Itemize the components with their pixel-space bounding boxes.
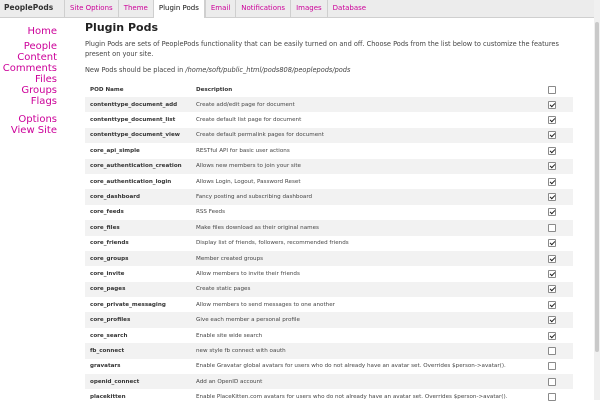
- table-row: [85, 343, 573, 358]
- sidebar: [3, 26, 57, 136]
- pod-enabled-checkbox[interactable]: [548, 301, 556, 309]
- sidebar-spacer: [3, 107, 57, 114]
- pod-name: placekitten: [90, 394, 126, 401]
- pod-description: Allow members to invite their friends: [196, 270, 300, 277]
- pod-toggle-cell: [531, 297, 573, 312]
- sidebar-group-options: [3, 114, 57, 136]
- table-row: [85, 143, 573, 158]
- pod-enabled-checkbox[interactable]: [548, 378, 556, 386]
- pod-name: core_friends: [90, 240, 129, 247]
- pod-enabled-checkbox[interactable]: [548, 316, 556, 324]
- tab-images[interactable]: Images: [290, 0, 327, 17]
- pod-enabled-checkbox[interactable]: [548, 178, 556, 186]
- pod-toggle-cell: [531, 374, 573, 389]
- pod-toggle-cell: [531, 97, 573, 112]
- pod-name: core_api_simple: [90, 147, 140, 154]
- pod-toggle-cell: [531, 343, 573, 358]
- pod-enabled-checkbox[interactable]: [548, 332, 556, 340]
- page-description: Plugin Pods are sets of PeoplePods functionality that can be easily turned on and off. Choose Pods from the list below to customize the features present on your site.: [85, 40, 559, 58]
- pod-name: gravatars: [90, 363, 121, 370]
- pod-name: core_feeds: [90, 209, 124, 216]
- tab-theme[interactable]: Theme: [118, 0, 153, 17]
- pod-name: core_private_messaging: [90, 301, 166, 308]
- pod-enabled-checkbox[interactable]: [548, 255, 556, 263]
- pod-enabled-checkbox[interactable]: [548, 347, 556, 355]
- main-content: [85, 21, 575, 405]
- pod-name: core_authentication_login: [90, 178, 172, 185]
- sidebar-item-groups[interactable]: Groups: [21, 85, 57, 96]
- pod-enabled-checkbox[interactable]: [548, 224, 556, 232]
- tab-plugin-pods[interactable]: Plugin Pods: [153, 0, 205, 18]
- tab-database[interactable]: Database: [327, 0, 371, 17]
- pods-path: /home/soft/public_html/pods808/peoplepods/pods: [185, 66, 351, 74]
- pod-toggle-cell: [531, 251, 573, 266]
- pod-description: Display list of friends, followers, recommended friends: [196, 240, 349, 247]
- pod-name: core_dashboard: [85, 189, 191, 204]
- pod-enabled-checkbox[interactable]: [548, 116, 556, 124]
- pod-toggle-cell: [531, 328, 573, 343]
- tab-bar: [64, 0, 371, 17]
- pod-name: core_groups: [85, 251, 191, 266]
- sidebar-group-content: [3, 41, 57, 107]
- pod-description: Member created groups: [191, 251, 531, 266]
- pod-name: core_files: [85, 220, 191, 235]
- table-row: [85, 374, 573, 389]
- sidebar-item-people[interactable]: People: [23, 41, 57, 52]
- table-row: [85, 312, 573, 327]
- pod-toggle-cell: [531, 266, 573, 281]
- table-row: [85, 251, 573, 266]
- table-row: [85, 359, 573, 374]
- pod-toggle-cell: [531, 143, 573, 158]
- pod-toggle-cell: [531, 112, 573, 127]
- table-row: [85, 189, 573, 204]
- pod-description: Allow members to send messages to one another: [196, 301, 335, 308]
- pod-enabled-checkbox[interactable]: [548, 362, 556, 370]
- pod-toggle-cell: [531, 189, 573, 204]
- plugin-pods-table: [85, 83, 573, 405]
- pod-description: Enable site wide search: [196, 332, 263, 339]
- pod-description: Create add/edit page for document: [191, 97, 531, 112]
- table-row: [85, 174, 573, 189]
- vertical-scrollbar[interactable]: [594, 0, 600, 400]
- pods-path-prefix: New Pods should be placed in: [85, 66, 184, 74]
- column-header-description: Description: [196, 87, 233, 93]
- sidebar-item-options[interactable]: Options: [18, 114, 57, 125]
- table-row: [85, 97, 573, 112]
- pod-name: core_search: [90, 332, 128, 339]
- pod-enabled-checkbox[interactable]: [548, 162, 556, 170]
- pod-name: core_pages: [85, 282, 191, 297]
- top-nav-bar: [0, 0, 600, 18]
- column-header-toggle-all: [531, 83, 573, 97]
- sidebar-item-comments[interactable]: Comments: [2, 63, 57, 74]
- pod-name: contenttype_document_view: [85, 128, 191, 143]
- table-row: [85, 112, 573, 127]
- table-row: [85, 389, 573, 404]
- pod-toggle-cell: [531, 174, 573, 189]
- pod-enabled-checkbox[interactable]: [548, 239, 556, 247]
- pod-description: Enable Gravatar global avatars for users who do not already have an avatar set. Overrides $person->avatar().: [196, 363, 506, 370]
- pod-description: Allows new members to join your site: [191, 159, 531, 174]
- pod-toggle-cell: [531, 359, 573, 374]
- table-row: [85, 328, 573, 343]
- pod-name: core_profiles: [85, 312, 191, 327]
- brand-logo-text[interactable]: PeoplePods: [4, 3, 54, 12]
- pod-toggle-cell: [531, 128, 573, 143]
- pod-name: core_authentication_creation: [85, 159, 191, 174]
- table-row: [85, 297, 573, 312]
- scrollbar-thumb[interactable]: [595, 22, 599, 352]
- pod-enabled-checkbox[interactable]: [548, 285, 556, 293]
- page-title: Plugin Pods: [85, 21, 159, 34]
- pod-name: core_invite: [90, 270, 125, 277]
- pod-enabled-checkbox[interactable]: [548, 131, 556, 139]
- pod-name: fb_connect: [85, 343, 191, 358]
- table-row: [85, 159, 573, 174]
- pod-description: Create default permalink pages for document: [191, 128, 531, 143]
- pod-toggle-cell: [531, 389, 573, 404]
- tab-site-options[interactable]: Site Options: [64, 0, 118, 17]
- pod-toggle-cell: [531, 312, 573, 327]
- pod-description: Enable PlaceKitten.com avatars for users who do not already have an avatar set. Overrides $person->avatar().: [196, 394, 508, 401]
- pod-toggle-cell: [531, 282, 573, 297]
- pod-description: Allows Login, Logout, Password Reset: [196, 178, 301, 185]
- pod-description: RSS Feeds: [196, 209, 226, 216]
- pod-enabled-checkbox[interactable]: [548, 101, 556, 109]
- pod-description: Create default list page for document: [196, 117, 302, 124]
- pod-description: new style fb connect with oauth: [191, 343, 531, 358]
- pod-toggle-cell: [531, 220, 573, 235]
- pod-description: Create static pages: [191, 282, 531, 297]
- pod-name: openid_connect: [85, 374, 191, 389]
- sidebar-item-view-site[interactable]: View Site: [10, 125, 57, 136]
- pod-description: Add an OpenID account: [191, 374, 531, 389]
- table-row: [85, 128, 573, 143]
- tab-notifications[interactable]: Notifications: [235, 0, 290, 17]
- sidebar-item-files[interactable]: Files: [35, 74, 57, 85]
- sidebar-item-flags[interactable]: Flags: [30, 96, 57, 107]
- pod-toggle-cell: [531, 205, 573, 220]
- pod-description: Give each member a personal profile: [191, 312, 531, 327]
- pod-description: Make files download as their original names: [191, 220, 531, 235]
- pod-enabled-checkbox[interactable]: [548, 147, 556, 155]
- pods-path-note: [85, 66, 575, 74]
- table-body: [85, 97, 573, 405]
- pod-name: contenttype_document_add: [85, 97, 191, 112]
- sidebar-item-home[interactable]: Home: [27, 26, 57, 37]
- table-row: [85, 220, 573, 235]
- pod-enabled-checkbox[interactable]: [548, 193, 556, 201]
- pod-enabled-checkbox[interactable]: [548, 208, 556, 216]
- pod-name: contenttype_document_list: [90, 117, 176, 124]
- pod-description: Fancy posting and subscribing dashboard: [191, 189, 531, 204]
- pod-description: RESTful API for basic user actions: [196, 147, 290, 154]
- select-all-checkbox[interactable]: [548, 86, 556, 94]
- pod-toggle-cell: [531, 236, 573, 251]
- column-header-pod-name: POD Name: [90, 87, 124, 93]
- table-row: [85, 205, 573, 220]
- pod-toggle-cell: [531, 159, 573, 174]
- table-row: [85, 282, 573, 297]
- table-row: [85, 236, 573, 251]
- table-row: [85, 266, 573, 281]
- pod-enabled-checkbox[interactable]: [548, 270, 556, 278]
- tab-email[interactable]: Email: [205, 0, 235, 17]
- sidebar-item-content[interactable]: Content: [17, 52, 57, 63]
- table-header-row: [85, 83, 573, 97]
